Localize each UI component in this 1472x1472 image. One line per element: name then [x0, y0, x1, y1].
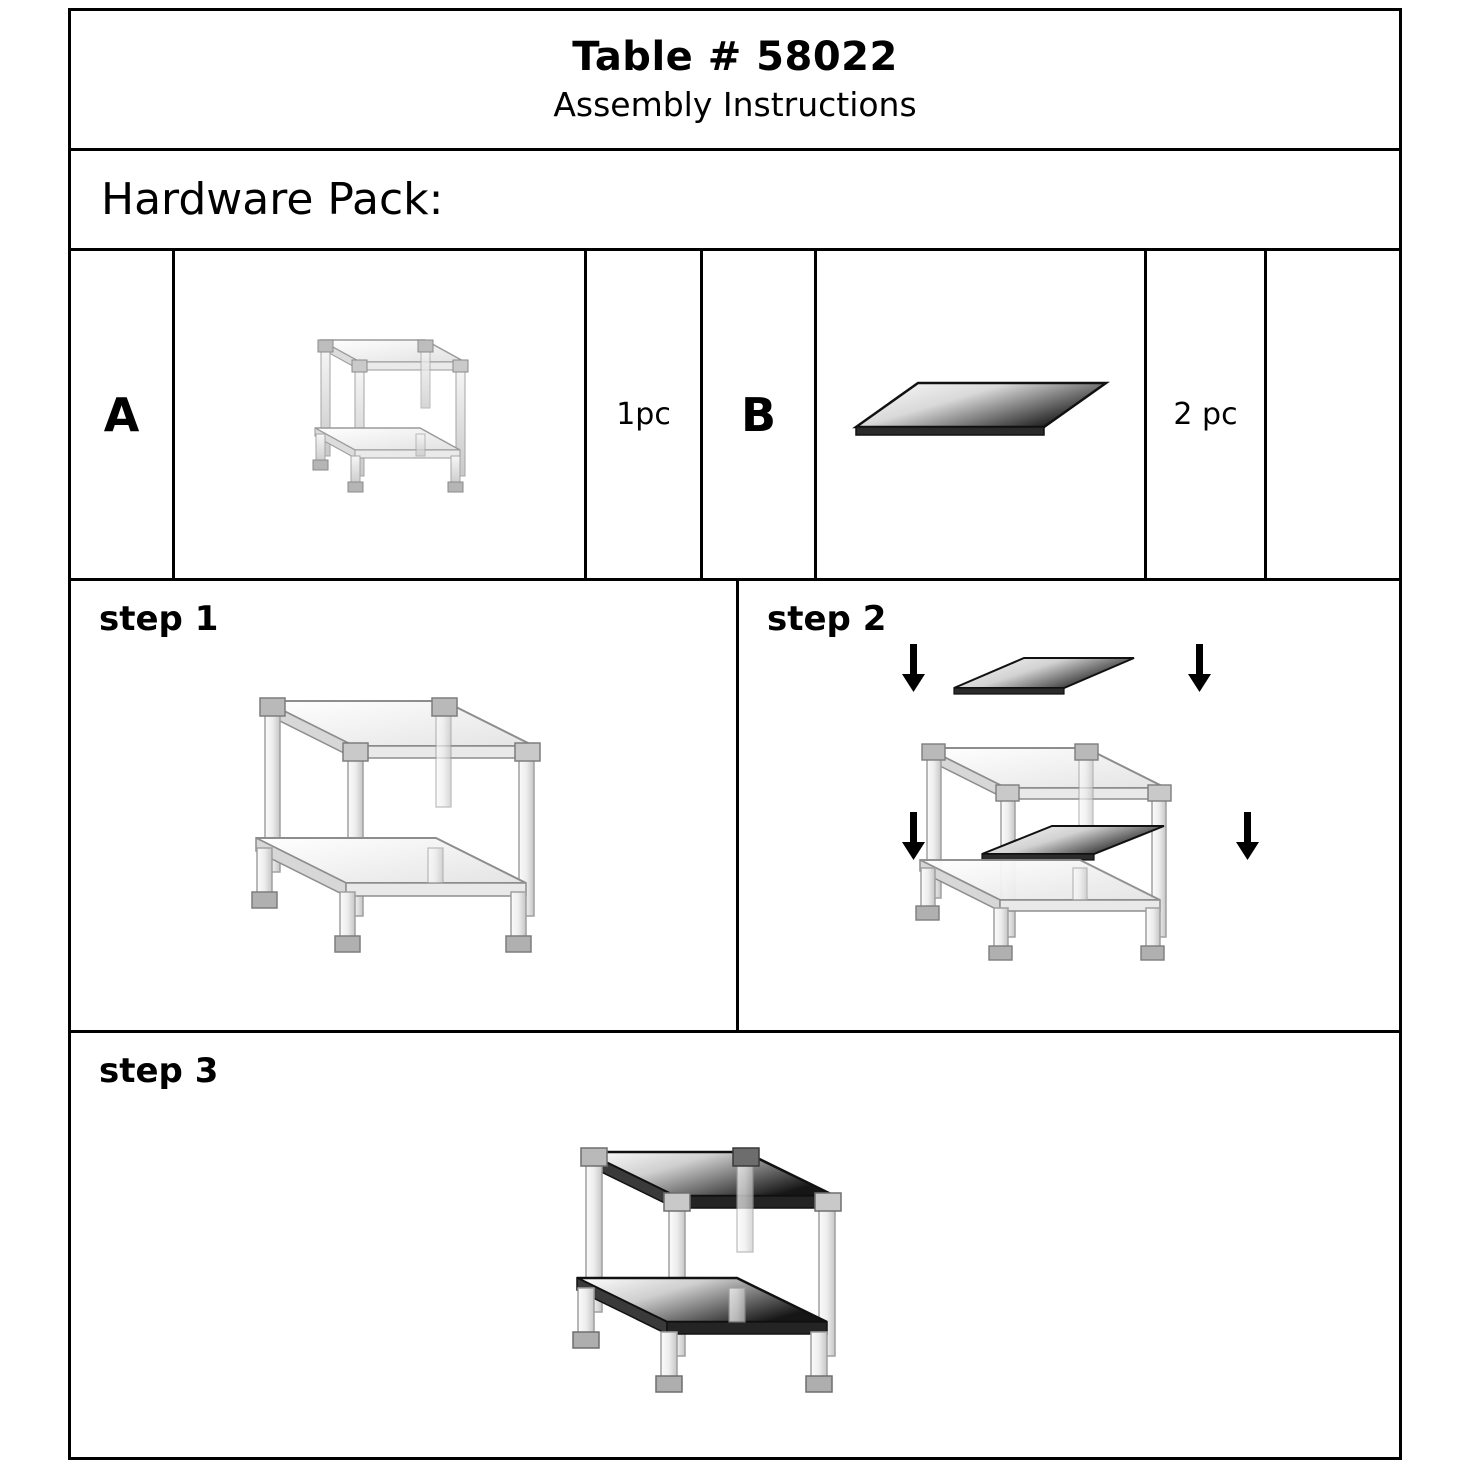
- hardware-item-a-qty-cell: [587, 251, 703, 578]
- step-2-panel: [739, 581, 1399, 1033]
- table-frame-icon: [265, 300, 495, 530]
- page-title: Table # 58022: [572, 33, 898, 80]
- assembled-table-icon: [545, 1100, 925, 1430]
- hardware-item-b-letter-cell: [703, 251, 817, 578]
- instruction-sheet: [68, 8, 1402, 1460]
- hardware-item-b-letter: B: [740, 387, 777, 442]
- table-frame-with-glass-arrows-icon: [854, 636, 1284, 1006]
- title-block: [71, 11, 1399, 151]
- hardware-item-a-letter: A: [103, 387, 140, 442]
- hardware-pack-table: [71, 251, 1399, 581]
- table-frame-icon: [204, 656, 604, 996]
- step-1-label: step 1: [99, 599, 219, 639]
- step-2-label: step 2: [767, 599, 887, 639]
- step-3-panel: [71, 1033, 1399, 1457]
- step-2-art: [739, 581, 1399, 1030]
- hardware-item-a-image-cell: [175, 251, 587, 578]
- step-1-art: [71, 581, 736, 1030]
- hardware-item-b-qty-cell: [1147, 251, 1267, 578]
- hardware-item-a-letter-cell: [71, 251, 175, 578]
- glass-panel-icon: [846, 365, 1116, 465]
- hardware-item-b-qty: 2 pc: [1173, 397, 1238, 432]
- page-subtitle: Assembly Instructions: [553, 84, 917, 124]
- step-3-label: step 3: [99, 1051, 219, 1091]
- hardware-empty-cell: [1267, 251, 1399, 578]
- step-3-art: [71, 1033, 1399, 1457]
- hardware-pack-header: [71, 151, 1399, 251]
- hardware-item-b-image-cell: [817, 251, 1147, 578]
- step-1-panel: [71, 581, 739, 1033]
- hardware-item-a-qty: 1pc: [616, 397, 671, 432]
- hardware-pack-label: Hardware Pack:: [101, 174, 444, 225]
